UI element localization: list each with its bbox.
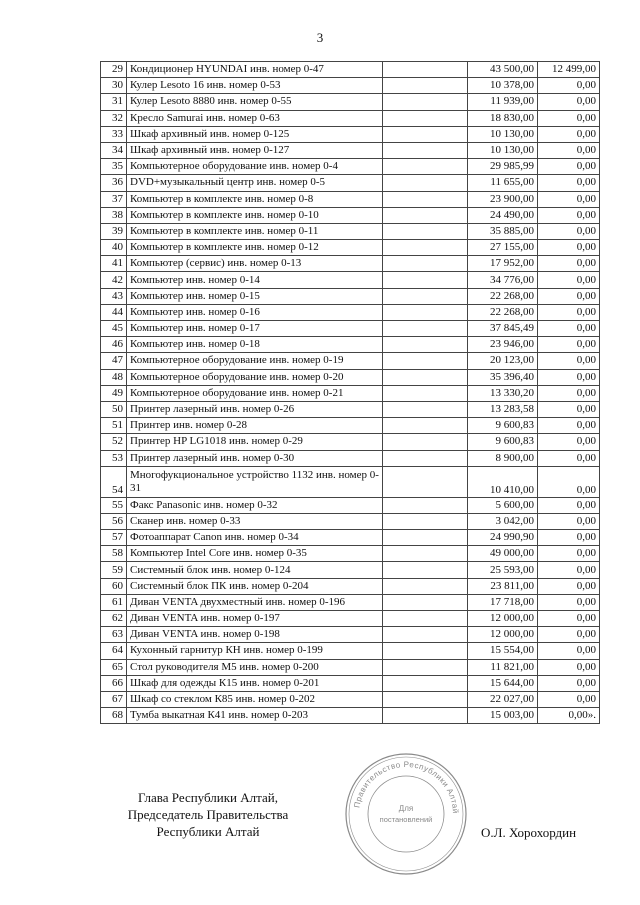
row-number: 43 <box>101 288 127 304</box>
row-value: 34 776,00 <box>468 272 538 288</box>
table-row <box>101 659 600 675</box>
row-residual: 0,00 <box>538 321 600 337</box>
row-name: Диван VENTA инв. номер 0-198 <box>127 627 383 643</box>
official-stamp-icon <box>342 750 470 878</box>
row-number: 37 <box>101 191 127 207</box>
table-row <box>101 272 600 288</box>
row-value: 35 396,40 <box>468 369 538 385</box>
row-number: 51 <box>101 418 127 434</box>
row-empty-cell <box>383 691 468 707</box>
row-name: Компьютер в комплекте инв. номер 0-12 <box>127 240 383 256</box>
row-residual: 0,00 <box>538 191 600 207</box>
row-number: 53 <box>101 450 127 466</box>
row-name: Шкаф для одежды К15 инв. номер 0-201 <box>127 675 383 691</box>
table-row <box>101 466 600 497</box>
row-empty-cell <box>383 337 468 353</box>
row-number: 54 <box>101 466 127 497</box>
row-residual: 0,00 <box>538 175 600 191</box>
row-name: Кухонный гарнитур КН инв. номер 0-199 <box>127 643 383 659</box>
row-residual: 0,00 <box>538 142 600 158</box>
signature-title <box>108 789 308 840</box>
row-residual: 0,00 <box>538 223 600 239</box>
row-residual: 0,00 <box>538 659 600 675</box>
row-empty-cell <box>383 659 468 675</box>
row-name: Принтер лазерный инв. номер 0-26 <box>127 401 383 417</box>
row-value: 17 718,00 <box>468 594 538 610</box>
row-empty-cell <box>383 594 468 610</box>
row-number: 57 <box>101 530 127 546</box>
table-row <box>101 385 600 401</box>
row-number: 45 <box>101 321 127 337</box>
row-value: 25 593,00 <box>468 562 538 578</box>
table-row <box>101 288 600 304</box>
row-value: 22 268,00 <box>468 288 538 304</box>
row-residual: 0,00 <box>538 643 600 659</box>
row-name: Компьютерное оборудование инв. номер 0-4 <box>127 159 383 175</box>
table-row <box>101 191 600 207</box>
row-name: Компьютер в комплекте инв. номер 0-11 <box>127 223 383 239</box>
row-value: 22 268,00 <box>468 304 538 320</box>
table-row <box>101 611 600 627</box>
table-row <box>101 530 600 546</box>
row-residual: 12 499,00 <box>538 62 600 78</box>
row-residual: 0,00 <box>538 513 600 529</box>
row-name: Принтер лазерный инв. номер 0-30 <box>127 450 383 466</box>
row-residual: 0,00 <box>538 110 600 126</box>
signature-line-3: Республики Алтай <box>156 824 260 839</box>
table-row <box>101 62 600 78</box>
row-name: Компьютер (сервис) инв. номер 0-13 <box>127 256 383 272</box>
row-empty-cell <box>383 369 468 385</box>
signature-line-2: Председатель Правительства <box>127 807 289 822</box>
row-residual: 0,00 <box>538 434 600 450</box>
row-name: Стол руководителя М5 инв. номер 0-200 <box>127 659 383 675</box>
table-row <box>101 708 600 724</box>
table-row <box>101 497 600 513</box>
row-empty-cell <box>383 256 468 272</box>
row-value: 20 123,00 <box>468 353 538 369</box>
row-value: 37 845,49 <box>468 321 538 337</box>
page-number: 3 <box>316 30 324 45</box>
table-row <box>101 159 600 175</box>
row-value: 10 410,00 <box>468 466 538 497</box>
row-empty-cell <box>383 272 468 288</box>
row-empty-cell <box>383 142 468 158</box>
table-row <box>101 418 600 434</box>
row-empty-cell <box>383 450 468 466</box>
assets-table <box>100 61 600 724</box>
row-name: Тумба выкатная К41 инв. номер 0-203 <box>127 708 383 724</box>
row-residual: 0,00». <box>538 708 600 724</box>
row-value: 49 000,00 <box>468 546 538 562</box>
row-empty-cell <box>383 643 468 659</box>
row-residual: 0,00 <box>538 691 600 707</box>
row-value: 15 644,00 <box>468 675 538 691</box>
row-residual: 0,00 <box>538 401 600 417</box>
row-number: 65 <box>101 659 127 675</box>
row-residual: 0,00 <box>538 304 600 320</box>
row-empty-cell <box>383 627 468 643</box>
row-number: 44 <box>101 304 127 320</box>
row-empty-cell <box>383 240 468 256</box>
row-number: 46 <box>101 337 127 353</box>
row-number: 35 <box>101 159 127 175</box>
table-row <box>101 126 600 142</box>
row-residual: 0,00 <box>538 594 600 610</box>
row-value: 5 600,00 <box>468 497 538 513</box>
row-empty-cell <box>383 321 468 337</box>
row-name: Принтер HP LG1018 инв. номер 0-29 <box>127 434 383 450</box>
table-row <box>101 78 600 94</box>
table-row <box>101 240 600 256</box>
row-value: 23 811,00 <box>468 578 538 594</box>
row-name: Компьютерное оборудование инв. номер 0-19 <box>127 353 383 369</box>
row-name: Компьютер Intel Core инв. номер 0-35 <box>127 546 383 562</box>
row-empty-cell <box>383 562 468 578</box>
row-number: 68 <box>101 708 127 724</box>
row-name: Диван VENTA инв. номер 0-197 <box>127 611 383 627</box>
table-row <box>101 353 600 369</box>
row-residual: 0,00 <box>538 240 600 256</box>
row-empty-cell <box>383 466 468 497</box>
row-number: 31 <box>101 94 127 110</box>
row-residual: 0,00 <box>538 337 600 353</box>
table-row <box>101 142 600 158</box>
row-empty-cell <box>383 611 468 627</box>
table-row <box>101 337 600 353</box>
row-empty-cell <box>383 207 468 223</box>
table-row <box>101 675 600 691</box>
row-empty-cell <box>383 304 468 320</box>
table-row <box>101 94 600 110</box>
row-value: 18 830,00 <box>468 110 538 126</box>
row-name: Диван VENTA двухместный инв. номер 0-196 <box>127 594 383 610</box>
row-empty-cell <box>383 708 468 724</box>
row-value: 24 990,90 <box>468 530 538 546</box>
row-name: Многофукциональное устройство 1132 инв. номер 0-31 <box>127 466 383 497</box>
row-name: Кулер Lesoto 16 инв. номер 0-53 <box>127 78 383 94</box>
table-row <box>101 207 600 223</box>
row-name: Системный блок инв. номер 0-124 <box>127 562 383 578</box>
signer-name: О.Л. Хорохордин <box>481 825 577 840</box>
row-residual: 0,00 <box>538 530 600 546</box>
row-number: 47 <box>101 353 127 369</box>
row-number: 34 <box>101 142 127 158</box>
table-row <box>101 546 600 562</box>
row-number: 29 <box>101 62 127 78</box>
table-row <box>101 578 600 594</box>
row-empty-cell <box>383 159 468 175</box>
row-name: Компьютер инв. номер 0-17 <box>127 321 383 337</box>
row-number: 55 <box>101 497 127 513</box>
row-number: 48 <box>101 369 127 385</box>
row-name: Фотоаппарат Canon инв. номер 0-34 <box>127 530 383 546</box>
row-name: Кресло Samurai инв. номер 0-63 <box>127 110 383 126</box>
stamp-center-line-2: постановлений <box>379 815 433 824</box>
row-residual: 0,00 <box>538 353 600 369</box>
row-name: Сканер инв. номер 0-33 <box>127 513 383 529</box>
row-name: Компьютер в комплекте инв. номер 0-8 <box>127 191 383 207</box>
row-empty-cell <box>383 223 468 239</box>
row-empty-cell <box>383 385 468 401</box>
row-number: 36 <box>101 175 127 191</box>
table-row <box>101 643 600 659</box>
row-empty-cell <box>383 110 468 126</box>
row-empty-cell <box>383 78 468 94</box>
row-name: Компьютерное оборудование инв. номер 0-20 <box>127 369 383 385</box>
table-row <box>101 691 600 707</box>
row-number: 62 <box>101 611 127 627</box>
row-empty-cell <box>383 126 468 142</box>
table-row <box>101 627 600 643</box>
table-row <box>101 304 600 320</box>
row-empty-cell <box>383 401 468 417</box>
row-number: 33 <box>101 126 127 142</box>
row-residual: 0,00 <box>538 546 600 562</box>
row-empty-cell <box>383 175 468 191</box>
table-row <box>101 594 600 610</box>
table-row <box>101 256 600 272</box>
row-number: 67 <box>101 691 127 707</box>
row-number: 38 <box>101 207 127 223</box>
row-value: 29 985,99 <box>468 159 538 175</box>
row-number: 61 <box>101 594 127 610</box>
row-number: 42 <box>101 272 127 288</box>
stamp-ring-text: Правительство Республики Алтай <box>352 759 461 815</box>
row-value: 11 655,00 <box>468 175 538 191</box>
row-residual: 0,00 <box>538 272 600 288</box>
row-name: Кондиционер HYUNDAI инв. номер 0-47 <box>127 62 383 78</box>
row-value: 35 885,00 <box>468 223 538 239</box>
table-row <box>101 223 600 239</box>
row-value: 10 378,00 <box>468 78 538 94</box>
row-residual: 0,00 <box>538 159 600 175</box>
row-number: 50 <box>101 401 127 417</box>
row-residual: 0,00 <box>538 78 600 94</box>
row-name: Шкаф архивный инв. номер 0-127 <box>127 142 383 158</box>
row-number: 39 <box>101 223 127 239</box>
row-value: 3 042,00 <box>468 513 538 529</box>
row-residual: 0,00 <box>538 94 600 110</box>
row-empty-cell <box>383 675 468 691</box>
row-value: 13 283,58 <box>468 401 538 417</box>
row-value: 10 130,00 <box>468 142 538 158</box>
row-number: 41 <box>101 256 127 272</box>
row-residual: 0,00 <box>538 611 600 627</box>
row-empty-cell <box>383 191 468 207</box>
row-name: Шкаф со стеклом К85 инв. номер 0-202 <box>127 691 383 707</box>
row-value: 12 000,00 <box>468 627 538 643</box>
row-residual: 0,00 <box>538 578 600 594</box>
stamp-center-line-1: Для <box>398 804 414 813</box>
row-number: 49 <box>101 385 127 401</box>
row-empty-cell <box>383 434 468 450</box>
row-number: 58 <box>101 546 127 562</box>
row-residual: 0,00 <box>538 207 600 223</box>
row-name: Принтер инв. номер 0-28 <box>127 418 383 434</box>
row-name: DVD+музыкальный центр инв. номер 0-5 <box>127 175 383 191</box>
row-name: Компьютер инв. номер 0-16 <box>127 304 383 320</box>
row-name: Компьютер в комплекте инв. номер 0-10 <box>127 207 383 223</box>
row-number: 56 <box>101 513 127 529</box>
row-value: 9 600,83 <box>468 434 538 450</box>
table-row <box>101 401 600 417</box>
row-empty-cell <box>383 62 468 78</box>
row-empty-cell <box>383 546 468 562</box>
row-value: 24 490,00 <box>468 207 538 223</box>
row-number: 40 <box>101 240 127 256</box>
row-value: 10 130,00 <box>468 126 538 142</box>
row-empty-cell <box>383 497 468 513</box>
row-value: 23 900,00 <box>468 191 538 207</box>
row-number: 32 <box>101 110 127 126</box>
row-value: 12 000,00 <box>468 611 538 627</box>
row-residual: 0,00 <box>538 497 600 513</box>
row-name: Компьютер инв. номер 0-18 <box>127 337 383 353</box>
row-value: 15 554,00 <box>468 643 538 659</box>
row-number: 66 <box>101 675 127 691</box>
row-value: 27 155,00 <box>468 240 538 256</box>
row-empty-cell <box>383 94 468 110</box>
row-residual: 0,00 <box>538 627 600 643</box>
row-value: 8 900,00 <box>468 450 538 466</box>
row-value: 22 027,00 <box>468 691 538 707</box>
table-row <box>101 321 600 337</box>
row-number: 64 <box>101 643 127 659</box>
row-value: 11 821,00 <box>468 659 538 675</box>
table-row <box>101 434 600 450</box>
row-value: 17 952,00 <box>468 256 538 272</box>
row-empty-cell <box>383 513 468 529</box>
row-value: 9 600,83 <box>468 418 538 434</box>
table-row <box>101 513 600 529</box>
table-row <box>101 450 600 466</box>
row-name: Кулер Lesoto 8880 инв. номер 0-55 <box>127 94 383 110</box>
row-name: Компьютер инв. номер 0-15 <box>127 288 383 304</box>
row-value: 43 500,00 <box>468 62 538 78</box>
row-value: 23 946,00 <box>468 337 538 353</box>
row-residual: 0,00 <box>538 450 600 466</box>
table-row <box>101 562 600 578</box>
row-residual: 0,00 <box>538 418 600 434</box>
row-number: 63 <box>101 627 127 643</box>
row-name: Факс Panasonic инв. номер 0-32 <box>127 497 383 513</box>
row-number: 30 <box>101 78 127 94</box>
row-residual: 0,00 <box>538 369 600 385</box>
table-row <box>101 175 600 191</box>
table-row <box>101 110 600 126</box>
row-empty-cell <box>383 530 468 546</box>
row-name: Компьютерное оборудование инв. номер 0-21 <box>127 385 383 401</box>
row-number: 59 <box>101 562 127 578</box>
row-name: Шкаф архивный инв. номер 0-125 <box>127 126 383 142</box>
row-empty-cell <box>383 288 468 304</box>
table-row <box>101 369 600 385</box>
row-number: 52 <box>101 434 127 450</box>
row-number: 60 <box>101 578 127 594</box>
row-residual: 0,00 <box>538 675 600 691</box>
row-residual: 0,00 <box>538 256 600 272</box>
row-empty-cell <box>383 353 468 369</box>
row-residual: 0,00 <box>538 126 600 142</box>
row-value: 13 330,20 <box>468 385 538 401</box>
row-name: Компьютер инв. номер 0-14 <box>127 272 383 288</box>
row-residual: 0,00 <box>538 466 600 497</box>
row-name: Системный блок ПК инв. номер 0-204 <box>127 578 383 594</box>
row-value: 11 939,00 <box>468 94 538 110</box>
row-residual: 0,00 <box>538 288 600 304</box>
row-empty-cell <box>383 418 468 434</box>
row-value: 15 003,00 <box>468 708 538 724</box>
row-empty-cell <box>383 578 468 594</box>
row-residual: 0,00 <box>538 562 600 578</box>
row-residual: 0,00 <box>538 385 600 401</box>
signature-line-1: Глава Республики Алтай, <box>138 790 278 805</box>
